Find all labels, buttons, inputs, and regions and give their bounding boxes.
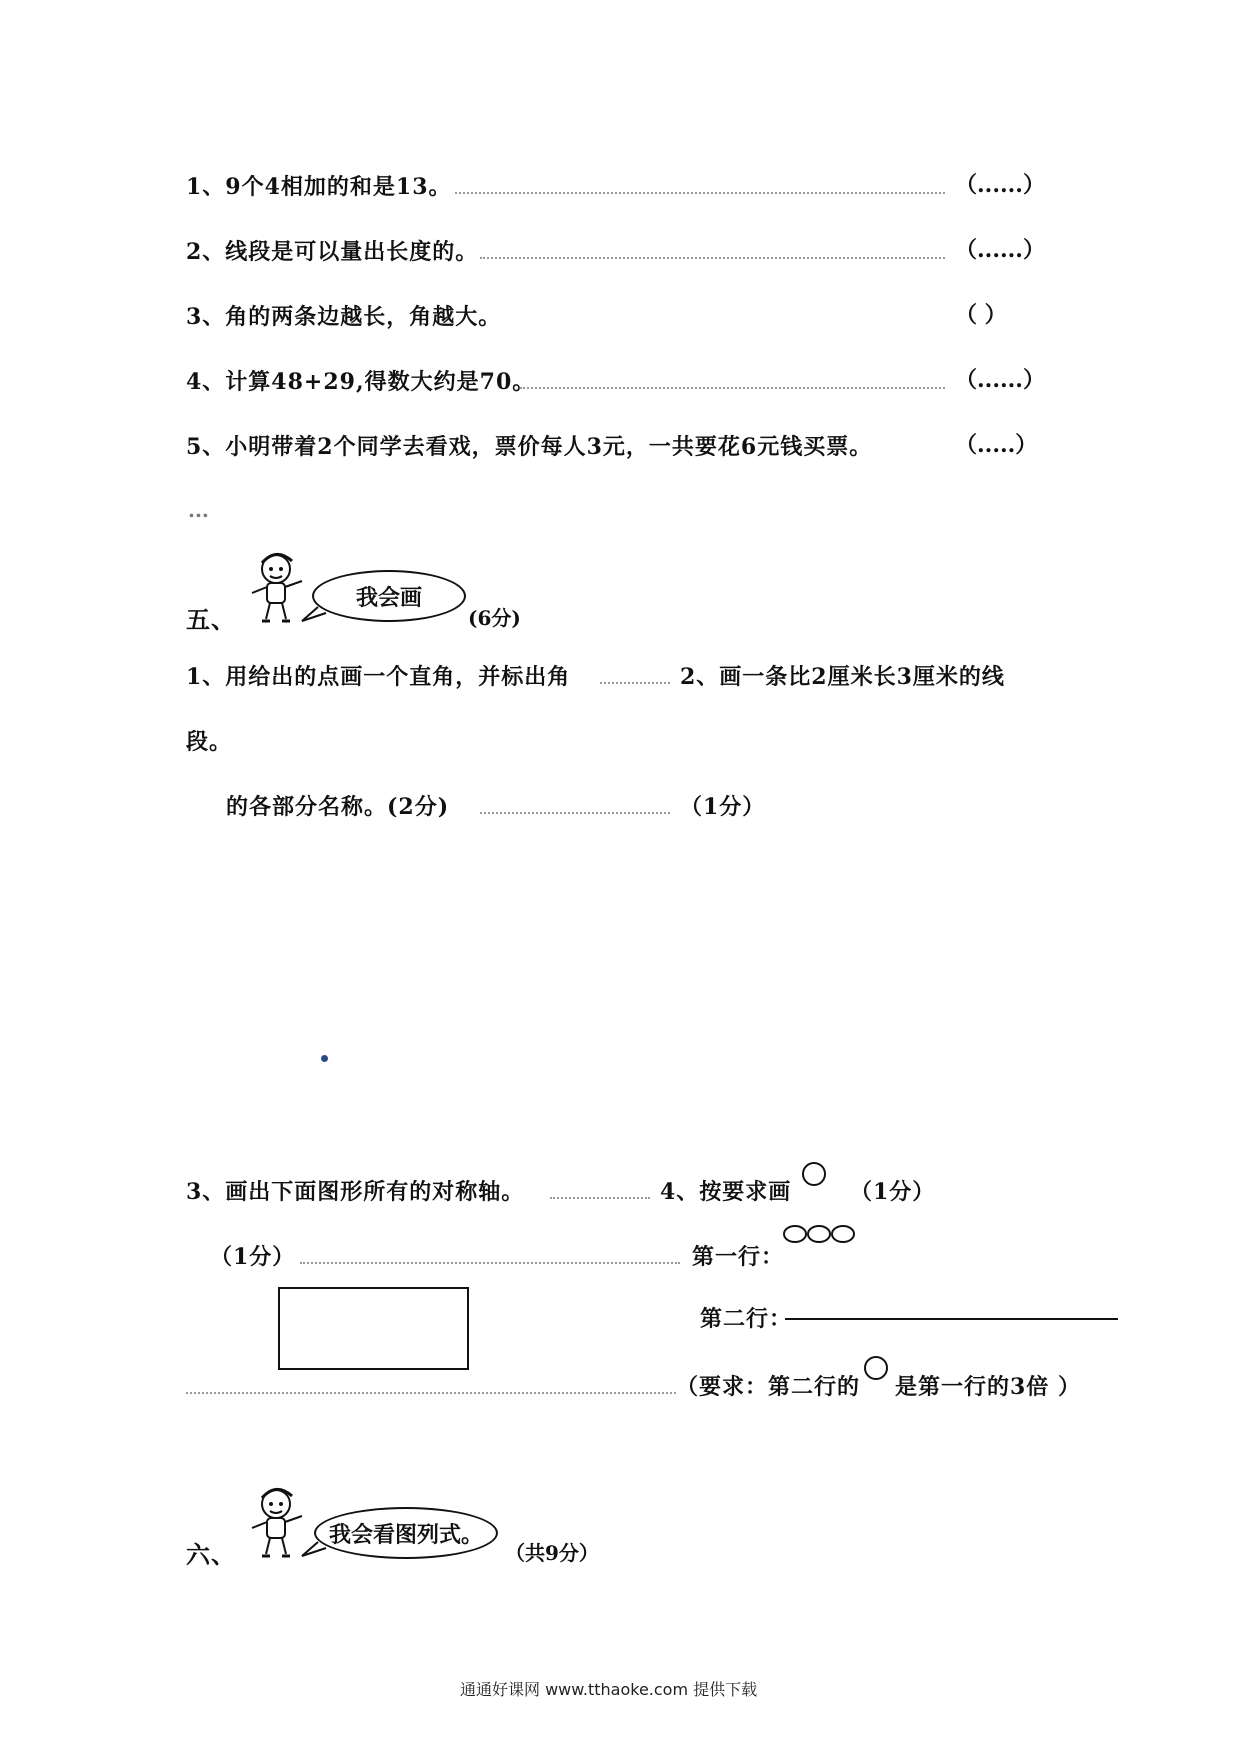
dotted-leader	[300, 1262, 680, 1264]
bubble-tail	[300, 605, 330, 625]
section5-title: 我会画	[355, 585, 422, 611]
dotted-leader	[520, 387, 945, 389]
section6-title-bubble	[314, 1507, 498, 1559]
stray-dots: ...	[188, 498, 209, 522]
q3-text: 3、画出下面图形所有的对称轴。	[186, 1179, 525, 1205]
requirement-prefix: （要求：第二行的	[676, 1374, 861, 1400]
judge-item-1: 1、9个4相加的和是13。	[186, 174, 452, 200]
dotted-leader	[455, 192, 945, 194]
rectangle-figure[interactable]	[278, 1287, 469, 1370]
answer-paren-2[interactable]: （......）	[955, 237, 1045, 263]
row2-answer-line[interactable]	[785, 1318, 1118, 1320]
requirement-suffix: 是第一行的3倍 ）	[895, 1374, 1081, 1400]
footer-text: 通通好课网 www.tthaoke.com 提供下载	[460, 1680, 758, 1699]
answer-paren-3[interactable]: （ ）	[955, 302, 1007, 328]
judge-item-4: 4、计算48+29,得数大约是70。	[186, 369, 536, 395]
dotted-leader	[480, 812, 670, 814]
q4-score: （1分）	[850, 1179, 936, 1205]
dotted-leader	[550, 1197, 650, 1199]
three-circles-icon	[782, 1222, 856, 1246]
section5-score: (6分)	[468, 606, 521, 630]
drawing-point[interactable]	[321, 1055, 328, 1062]
judge-item-5: 5、小明带着2个同学去看戏，票价每人3元，一共要花6元钱买票。	[186, 434, 873, 460]
answer-paren-4[interactable]: （......）	[955, 367, 1045, 393]
q2-score: （1分）	[680, 794, 766, 820]
judge-item-2: 2、线段是可以量出长度的。	[186, 239, 479, 265]
q1-line1: 1、用给出的点画一个直角，并标出角	[186, 664, 571, 690]
q1-line2: 的各部分名称。(2分)	[226, 794, 450, 820]
row1-label: 第一行：	[692, 1244, 785, 1270]
answer-paren-5[interactable]: （.....）	[955, 432, 1038, 458]
section6-number: 六、	[186, 1540, 236, 1569]
section6-title: 我会看图列式。	[328, 1522, 483, 1548]
section5-number: 五、	[186, 605, 236, 634]
section6-score: （共9分）	[505, 1541, 599, 1565]
dotted-leader	[600, 682, 670, 684]
judge-item-3: 3、角的两条边越长，角越大。	[186, 304, 502, 330]
section5-title-bubble	[312, 570, 466, 622]
q4-text: 4、按要求画	[660, 1179, 792, 1205]
q2-line1: 2、画一条比2厘米长3厘米的线	[680, 664, 1005, 690]
dotted-leader	[186, 1392, 676, 1394]
circle-shape-icon	[800, 1160, 828, 1188]
bubble-tail	[300, 1540, 330, 1560]
row2-label: 第二行：	[700, 1306, 793, 1332]
circle-shape-icon	[862, 1354, 890, 1382]
dotted-leader	[480, 257, 945, 259]
q3-score: （1分）	[210, 1244, 296, 1270]
answer-paren-1[interactable]: （......）	[955, 172, 1045, 198]
q2-line2: 段。	[186, 729, 233, 755]
